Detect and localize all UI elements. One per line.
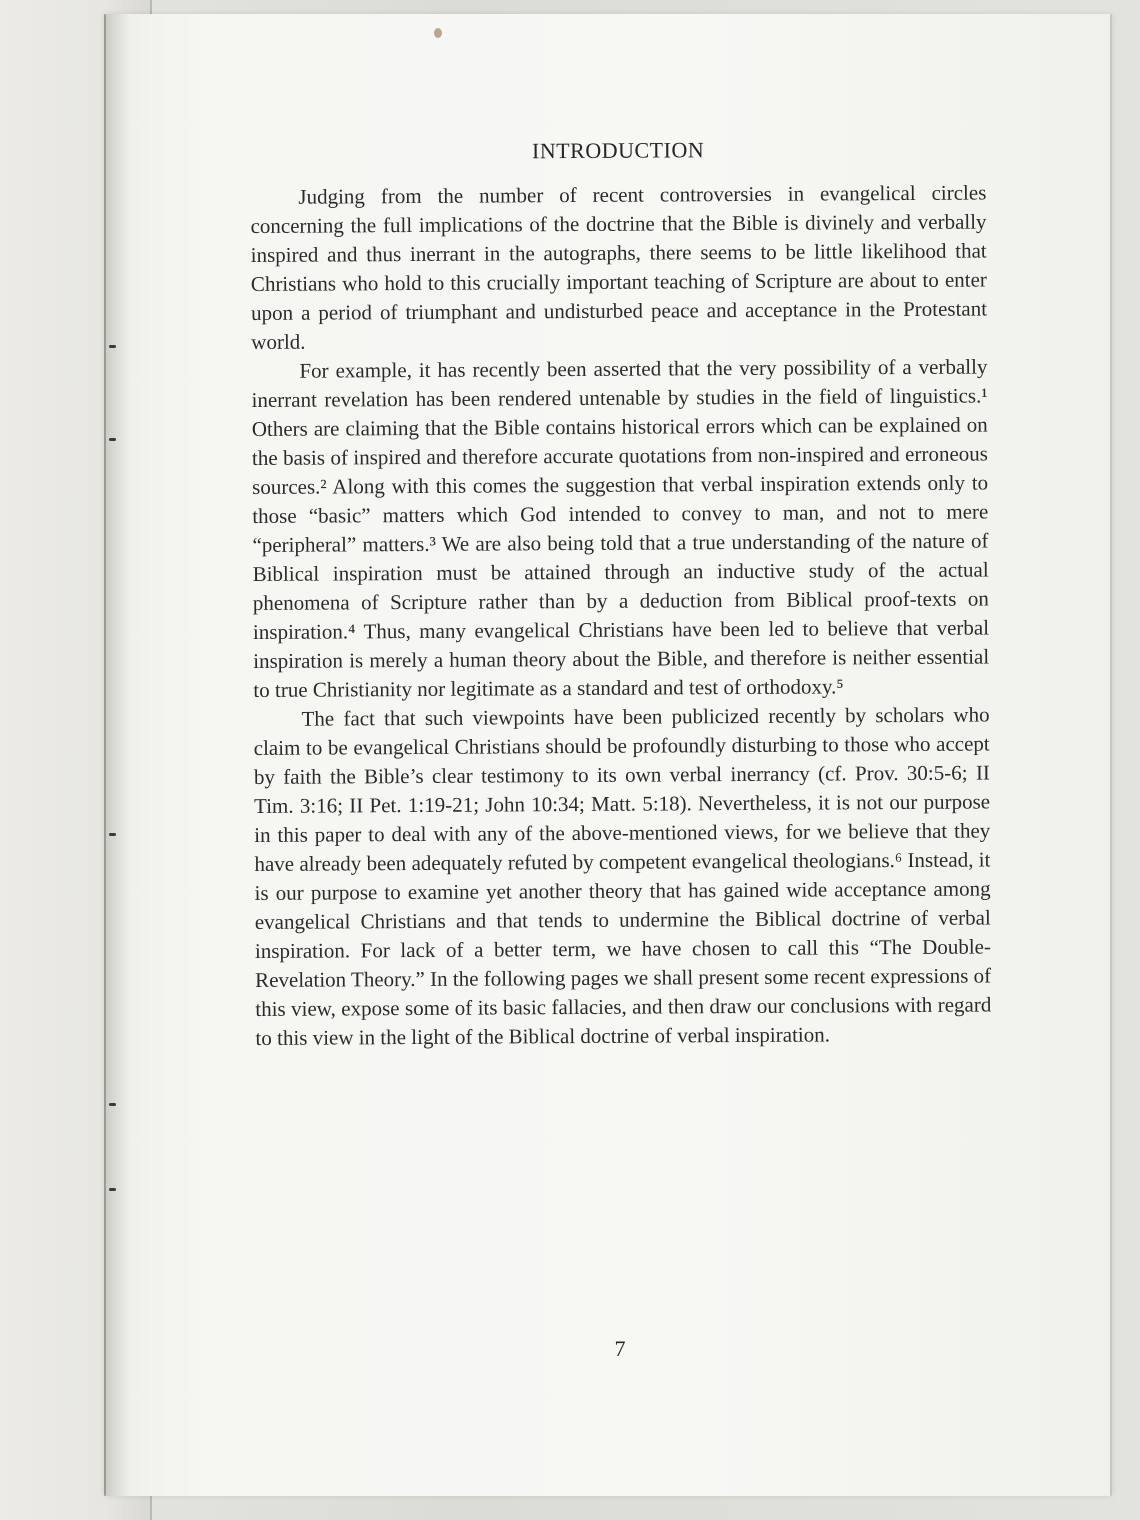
paper-stain bbox=[434, 28, 442, 38]
binding-staple bbox=[109, 1103, 116, 1106]
binding-staple bbox=[109, 345, 116, 348]
page-gutter-shadow bbox=[104, 14, 130, 1496]
binding-staple bbox=[109, 833, 116, 836]
paragraph-2: For example, it has recently been asserted that the very possibility of a verbally inerrant revelation has been rendered untenable by studies in the field of linguistics.¹ Others are claiming that the Bible contains historical errors which can be explained on the basis of inspired and therefore accurate quotations from non-inspired and erroneous sources.² Along with this comes the suggestion that verbal inspiration extends only to those “basic” matters which God intended to convey to man, and not to mere “peripheral” matters.³ We are also being told that a true understanding of the nature of Biblical inspiration must be attained through an inductive study of the actual phenomena of Scripture rather than by a deduction from Biblical proof-texts on inspiration.⁴ Thus, many evangelical Christians have been led to believe that verbal inspiration is merely a human theory about the Bible, and therefore is neither essential to true Christianity nor legitimate as a standard and test of orthodoxy.⁵ bbox=[251, 354, 990, 702]
page-number: 7 bbox=[614, 1336, 626, 1361]
paragraph-3: The fact that such viewpoints have been publicized recently by scholars who claim to be evangelical Christians should be profoundly disturbing to those who accept by faith the Bible’s clear testimony to its own verbal inerrancy (cf. Prov. 30:5-6; II Tim. 3:16; II Pet. 1:19-21; John 10:34; Matt. 5:18). Nevertheless, it is not our purpose in this paper to deal with any of the above-mentioned views, for we believe that they have already been adequately refuted by competent evangelical theologians.⁶ Instead, it is our purpose to examine yet another theory that has gained wide acceptance among evangelical Christians and that tends to undermine the Biblical doctrine of verbal inspiration. For lack of a better term, we have chosen to call this “The Double-Revelation Theory.” In the following pages we shall present some recent expressions of this view, expose some of its basic fallacies, and then draw our conclusions with regard to this view in the light of the Biblical doctrine of verbal inspiration. bbox=[253, 702, 992, 1050]
binding-staple bbox=[109, 1188, 116, 1191]
section-heading: INTRODUCTION bbox=[531, 137, 705, 164]
binding-staple bbox=[109, 438, 116, 441]
paragraph-1: Judging from the number of recent controversies in evangelical circles concerning the full implications of the doctrine that the Bible is divinely and verbally inspired and thus inerrant in the autographs, there seems to be little likelihood that Christians who hold to this crucially important teaching of Scripture are about to enter upon a period of triumphant and undisturbed peace and acceptance in the Protestant world. bbox=[250, 180, 988, 354]
page-text bbox=[250, 134, 992, 1053]
